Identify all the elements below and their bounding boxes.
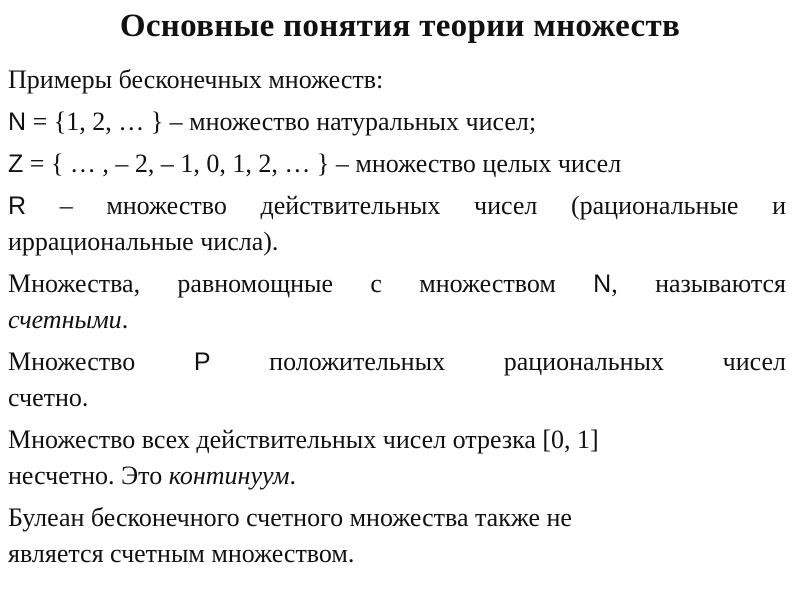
real-set-symbol: R — [8, 192, 27, 220]
continuum-period: . — [289, 461, 296, 490]
countable-line-1 — [8, 266, 786, 302]
natural-numbers-line — [8, 104, 786, 140]
positive-rationals-symbol: P — [193, 348, 211, 376]
countable-text-start: Множества, равномощные с множеством — [8, 269, 594, 298]
real-set-definition: – множество действительных чисел (рациональные и — [26, 191, 786, 220]
continuum-paragraph — [8, 422, 786, 494]
countable-set-symbol: N — [593, 270, 612, 298]
real-numbers-line-2: иррациональные числа). — [8, 227, 279, 256]
page-title: Основные понятия теории множеств — [119, 8, 681, 44]
countable-sets-paragraph — [8, 266, 786, 338]
positive-rationals-text-start: Множество — [8, 347, 194, 376]
slide-body — [8, 62, 786, 578]
continuum-line-1: Множество всех действительных чисел отрезка [0, 1] — [8, 425, 599, 454]
countable-line-2 — [8, 302, 786, 338]
natural-set-definition: = {1, 2, … } – множество натуральных чисел; — [26, 107, 537, 136]
positive-rationals-text-end: положительных рациональных чисел — [210, 347, 786, 376]
countable-term: счетными — [8, 305, 122, 334]
positive-rationals-paragraph — [8, 344, 786, 416]
continuum-line-2 — [8, 458, 786, 494]
countable-period: . — [121, 305, 129, 334]
continuum-text: несчетно. Это — [8, 461, 169, 490]
continuum-term: континуум — [168, 461, 290, 490]
boolean-line-2: является счетным множеством. — [8, 539, 355, 568]
integer-set-symbol: Z — [8, 150, 24, 178]
real-numbers-paragraph — [8, 188, 786, 260]
natural-set-symbol: N — [8, 108, 27, 136]
countable-text-end: , называются — [611, 269, 786, 298]
real-numbers-line-1 — [8, 188, 786, 224]
boolean-paragraph — [8, 500, 786, 572]
integers-line — [8, 146, 786, 182]
examples-header: Примеры бесконечных множеств: — [8, 65, 384, 94]
positive-rationals-line-2: счетно. — [8, 383, 89, 412]
integer-set-definition: = { … , – 2, – 1, 0, 1, 2, … } – множество целых чисел — [23, 149, 622, 178]
boolean-line-1: Булеан бесконечного счетного множества также не — [8, 503, 572, 532]
positive-rationals-line-1 — [8, 344, 786, 380]
